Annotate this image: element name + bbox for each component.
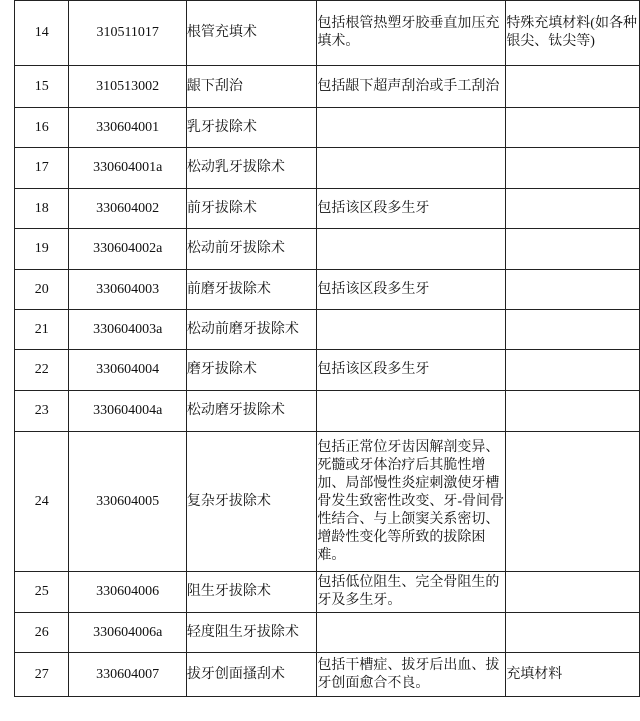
item-note bbox=[506, 310, 640, 350]
item-code: 330604004a bbox=[69, 391, 186, 432]
row-number: 18 bbox=[15, 189, 69, 229]
item-content bbox=[317, 391, 506, 432]
item-content: 包括根管热塑牙胶垂直加压充填术。 bbox=[317, 1, 506, 66]
row-number: 24 bbox=[15, 432, 69, 572]
item-note: 特殊充填材料(如各种银尖、钛尖等) bbox=[506, 1, 640, 66]
item-name: 复杂牙拔除术 bbox=[186, 432, 317, 572]
item-note bbox=[506, 391, 640, 432]
item-content: 包括该区段多生牙 bbox=[317, 270, 506, 310]
item-name: 乳牙拔除术 bbox=[186, 108, 317, 148]
item-content bbox=[317, 108, 506, 148]
item-code: 310511017 bbox=[69, 1, 186, 66]
row-number: 25 bbox=[15, 572, 69, 613]
table-row bbox=[15, 653, 640, 697]
item-name: 松动前牙拔除术 bbox=[186, 229, 317, 270]
item-name: 前牙拔除术 bbox=[186, 189, 317, 229]
item-note bbox=[506, 66, 640, 108]
row-number: 15 bbox=[15, 66, 69, 108]
item-name: 松动磨牙拔除术 bbox=[186, 391, 317, 432]
table-row bbox=[15, 350, 640, 391]
table-row bbox=[15, 108, 640, 148]
item-name: 根管充填术 bbox=[186, 1, 317, 66]
row-number: 19 bbox=[15, 229, 69, 270]
table-row bbox=[15, 391, 640, 432]
row-number: 23 bbox=[15, 391, 69, 432]
item-name: 阻生牙拔除术 bbox=[186, 572, 317, 613]
item-code: 330604001 bbox=[69, 108, 186, 148]
row-number: 17 bbox=[15, 148, 69, 189]
table-row bbox=[15, 189, 640, 229]
table-row bbox=[15, 66, 640, 108]
row-number: 22 bbox=[15, 350, 69, 391]
item-name: 松动乳牙拔除术 bbox=[186, 148, 317, 189]
item-name: 前磨牙拔除术 bbox=[186, 270, 317, 310]
item-name: 轻度阻生牙拔除术 bbox=[186, 613, 317, 653]
item-content: 包括龈下超声刮治或手工刮治 bbox=[317, 66, 506, 108]
item-name: 松动前磨牙拔除术 bbox=[186, 310, 317, 350]
item-note bbox=[506, 613, 640, 653]
item-note bbox=[506, 350, 640, 391]
item-content: 包括低位阻生、完全骨阻生的牙及多生牙。 bbox=[317, 572, 506, 613]
row-number: 14 bbox=[15, 1, 69, 66]
item-note bbox=[506, 108, 640, 148]
item-code: 330604005 bbox=[69, 432, 186, 572]
item-note: 充填材料 bbox=[506, 653, 640, 697]
item-code: 330604006a bbox=[69, 613, 186, 653]
item-content bbox=[317, 148, 506, 189]
item-note bbox=[506, 432, 640, 572]
item-code: 330604002 bbox=[69, 189, 186, 229]
item-content bbox=[317, 229, 506, 270]
table-row bbox=[15, 613, 640, 653]
item-content: 包括干槽症、拔牙后出血、拔牙创面愈合不良。 bbox=[317, 653, 506, 697]
item-note bbox=[506, 229, 640, 270]
item-content bbox=[317, 613, 506, 653]
item-code: 330604007 bbox=[69, 653, 186, 697]
row-number: 26 bbox=[15, 613, 69, 653]
row-number: 20 bbox=[15, 270, 69, 310]
item-note bbox=[506, 270, 640, 310]
item-name: 拔牙创面搔刮术 bbox=[186, 653, 317, 697]
item-code: 330604002a bbox=[69, 229, 186, 270]
item-code: 310513002 bbox=[69, 66, 186, 108]
row-number: 21 bbox=[15, 310, 69, 350]
item-code: 330604004 bbox=[69, 350, 186, 391]
table-row bbox=[15, 229, 640, 270]
item-name: 磨牙拔除术 bbox=[186, 350, 317, 391]
item-content: 包括该区段多生牙 bbox=[317, 350, 506, 391]
table-row bbox=[15, 432, 640, 572]
row-number: 16 bbox=[15, 108, 69, 148]
table-row bbox=[15, 572, 640, 613]
item-note bbox=[506, 572, 640, 613]
item-content: 包括正常位牙齿因解剖变异、死髓或牙体治疗后其脆性增加、局部慢性炎症刺激使牙槽骨发生致密性改变、牙-骨间骨性结合、与上颌窦关系密切、增龄性变化等所致的拔除困难。 bbox=[317, 432, 506, 572]
item-note bbox=[506, 148, 640, 189]
item-name: 龈下刮治 bbox=[186, 66, 317, 108]
item-code: 330604006 bbox=[69, 572, 186, 613]
item-note bbox=[506, 189, 640, 229]
fee-item-table bbox=[14, 0, 640, 697]
table-row bbox=[15, 270, 640, 310]
table-row bbox=[15, 310, 640, 350]
item-content: 包括该区段多生牙 bbox=[317, 189, 506, 229]
row-number: 27 bbox=[15, 653, 69, 697]
table-row bbox=[15, 148, 640, 189]
item-code: 330604003 bbox=[69, 270, 186, 310]
table-row bbox=[15, 1, 640, 66]
item-code: 330604001a bbox=[69, 148, 186, 189]
item-code: 330604003a bbox=[69, 310, 186, 350]
item-content bbox=[317, 310, 506, 350]
